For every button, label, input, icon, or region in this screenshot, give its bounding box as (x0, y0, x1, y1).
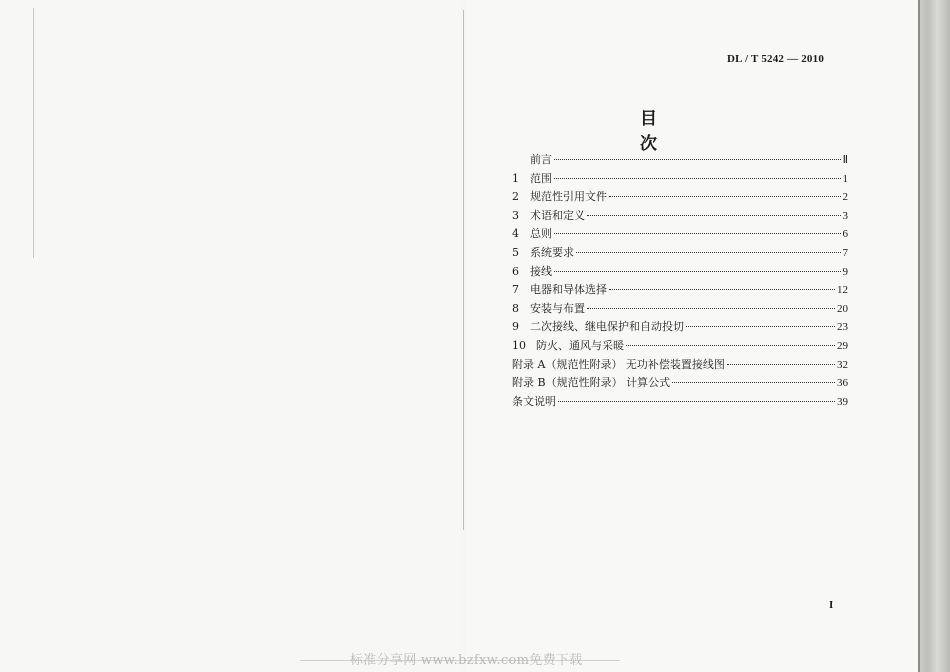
toc-entry-number: 2 (512, 190, 519, 204)
toc-entry-label: 电器和导体选择 (530, 283, 607, 297)
scan-edge-line (918, 0, 920, 672)
toc-entry-page: 2 (842, 191, 848, 204)
toc-leader-dots (672, 382, 835, 383)
toc-entry-number: 10 (512, 338, 526, 352)
toc-entry-label: 接线 (530, 264, 552, 278)
toc-entry-label: 附录 B（规范性附录） 计算公式 (512, 376, 671, 390)
footer-watermark: 标准分享网 www.bzfxw.com免费下载 (350, 653, 583, 668)
toc-entry-page: 7 (842, 246, 848, 259)
toc-entry-label: 规范性引用文件 (530, 190, 607, 204)
toc-entry-page: 32 (837, 358, 848, 371)
toc-entry (512, 263, 848, 282)
gutter-line (463, 10, 464, 530)
toc-entry-label: 系统要求 (530, 245, 574, 259)
toc-entry-label: 术语和定义 (530, 208, 585, 222)
toc-entry-page: 1 (842, 172, 848, 185)
toc-leader-dots (554, 271, 841, 272)
toc-entry-number: 5 (512, 245, 519, 259)
toc-entry-number: 1 (512, 171, 519, 185)
toc-entry (512, 337, 848, 356)
toc-entry (512, 244, 848, 263)
toc-entry (512, 151, 848, 170)
toc-entry-label: 防火、通风与采暖 (536, 338, 624, 352)
toc-leader-dots (587, 308, 835, 309)
toc-leader-dots (554, 178, 841, 179)
toc-entry-label: 安装与布置 (530, 301, 585, 315)
toc-leader-dots (686, 326, 835, 327)
toc-entry (512, 318, 848, 337)
toc-leader-dots (609, 196, 841, 197)
margin-line (33, 8, 34, 258)
toc-entry (512, 207, 848, 226)
toc-entry-page: 29 (837, 339, 848, 352)
toc-title: 目 次 (640, 109, 687, 154)
toc-entry-page: 36 (837, 377, 848, 390)
toc-entry-label: 条文说明 (512, 394, 556, 408)
toc-leader-dots (554, 233, 841, 234)
toc-entry-page: 3 (842, 209, 848, 222)
toc-entry-label: 二次接线、继电保护和自动投切 (530, 320, 684, 334)
toc-leader-dots (554, 159, 841, 160)
toc-entry-number: 8 (512, 301, 519, 315)
toc-entry-number: 9 (512, 320, 519, 334)
toc-leader-dots (576, 252, 841, 253)
scan-edge-shadow (918, 0, 950, 672)
toc-entry-page: 6 (842, 228, 848, 241)
toc-entry (512, 300, 848, 319)
toc-entry-page: 23 (837, 321, 848, 334)
table-of-contents (512, 151, 848, 411)
toc-leader-dots (609, 289, 835, 290)
toc-entry (512, 170, 848, 189)
toc-entry (512, 393, 848, 412)
toc-entry-label: 总则 (530, 227, 552, 241)
toc-entry-number: 3 (512, 208, 519, 222)
toc-entry-page: 12 (837, 284, 848, 297)
toc-entry-number: 7 (512, 283, 519, 297)
toc-entry (512, 281, 848, 300)
toc-entry-label: 范围 (530, 171, 552, 185)
toc-entry-page: 39 (837, 395, 848, 408)
toc-entry (512, 225, 848, 244)
toc-entry (512, 188, 848, 207)
toc-leader-dots (587, 215, 841, 216)
toc-entry-label: 附录 A（规范性附录） 无功补偿装置接线图 (512, 357, 725, 371)
toc-entry-page: 20 (837, 302, 848, 315)
toc-entry-number: 6 (512, 264, 519, 278)
toc-leader-dots (626, 345, 835, 346)
toc-entry-number: 4 (512, 227, 519, 241)
standard-code: DL / T 5242 — 2010 (727, 53, 825, 65)
toc-entry-page: 9 (842, 265, 848, 278)
toc-leader-dots (558, 401, 835, 402)
toc-entry-label: 前言 (530, 153, 552, 166)
toc-entry-page: Ⅱ (842, 154, 848, 166)
left-page (0, 0, 462, 672)
page-number: I (829, 599, 834, 611)
toc-entry (512, 374, 848, 393)
toc-leader-dots (727, 364, 835, 365)
toc-entry (512, 356, 848, 375)
